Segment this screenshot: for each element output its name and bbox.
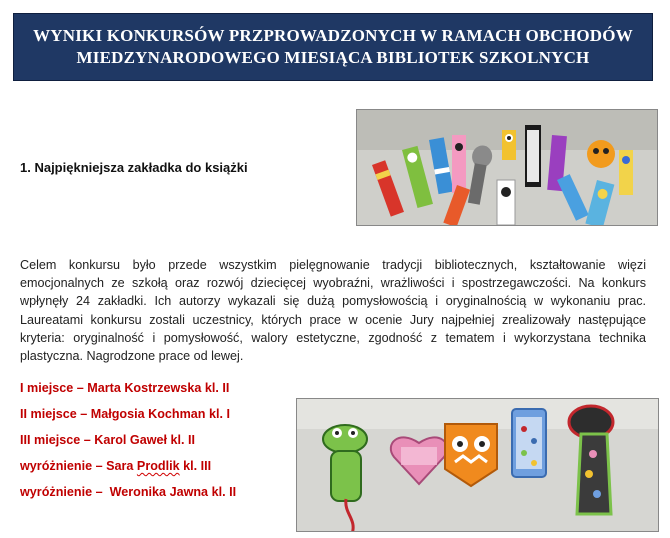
banner-line-1: WYNIKI KONKURSÓW PRZPROWADZONYCH W RAMACH OBCHODÓW — [33, 26, 633, 45]
banner-line-2: MIEDZYNARODOWEGO MIESIĄCA BIBLIOTEK SZKOLNYCH — [76, 48, 590, 67]
winner-first: I miejsce – Marta Kostrzewska kl. II — [20, 381, 230, 395]
page-banner — [13, 13, 653, 81]
bookmarks-photo-winners — [296, 398, 659, 532]
winners-list — [20, 380, 236, 510]
distinction-second: wyróżnienie – Weronika Jawna kl. II — [20, 485, 237, 499]
winner-third: III miejsce – Karol Gaweł kl. II — [20, 433, 196, 447]
section-title: 1. Najpiękniejsza zakładka do książki — [20, 160, 248, 175]
bookmarks-photo-all — [356, 109, 658, 226]
intro-paragraph: Celem konkursu było przede wszystkim pielęgnowanie tradycji bibliotecznych, kształtowanie więzi emocjonalnych ze szkołą oraz rozwój dziecięcej wyobraźni, wrażliwości i spostrzegawczości. Na konkurs wpłynęły 24 zakładki. Ich autorzy wykazali się dużą pomysłowością i oryginalnością w wykonaniu prac. Laureatami konkursu zostali uczestnicy, których prace w ocenie Jury najpełniej zrealizowały następujące kryteria: oryginalność i pomysłowość, walory estetyczne, zgodność z tematem i wykorzystana technika plastyczna. Nagrodzone prace od lewej. — [20, 258, 646, 364]
distinction-first: wyróżnienie – Sara Prodlik kl. III — [20, 459, 212, 473]
spellcheck-marked-word: Prodlik — [136, 459, 180, 473]
winner-second: II miejsce – Małgosia Kochman kl. I — [20, 407, 230, 421]
